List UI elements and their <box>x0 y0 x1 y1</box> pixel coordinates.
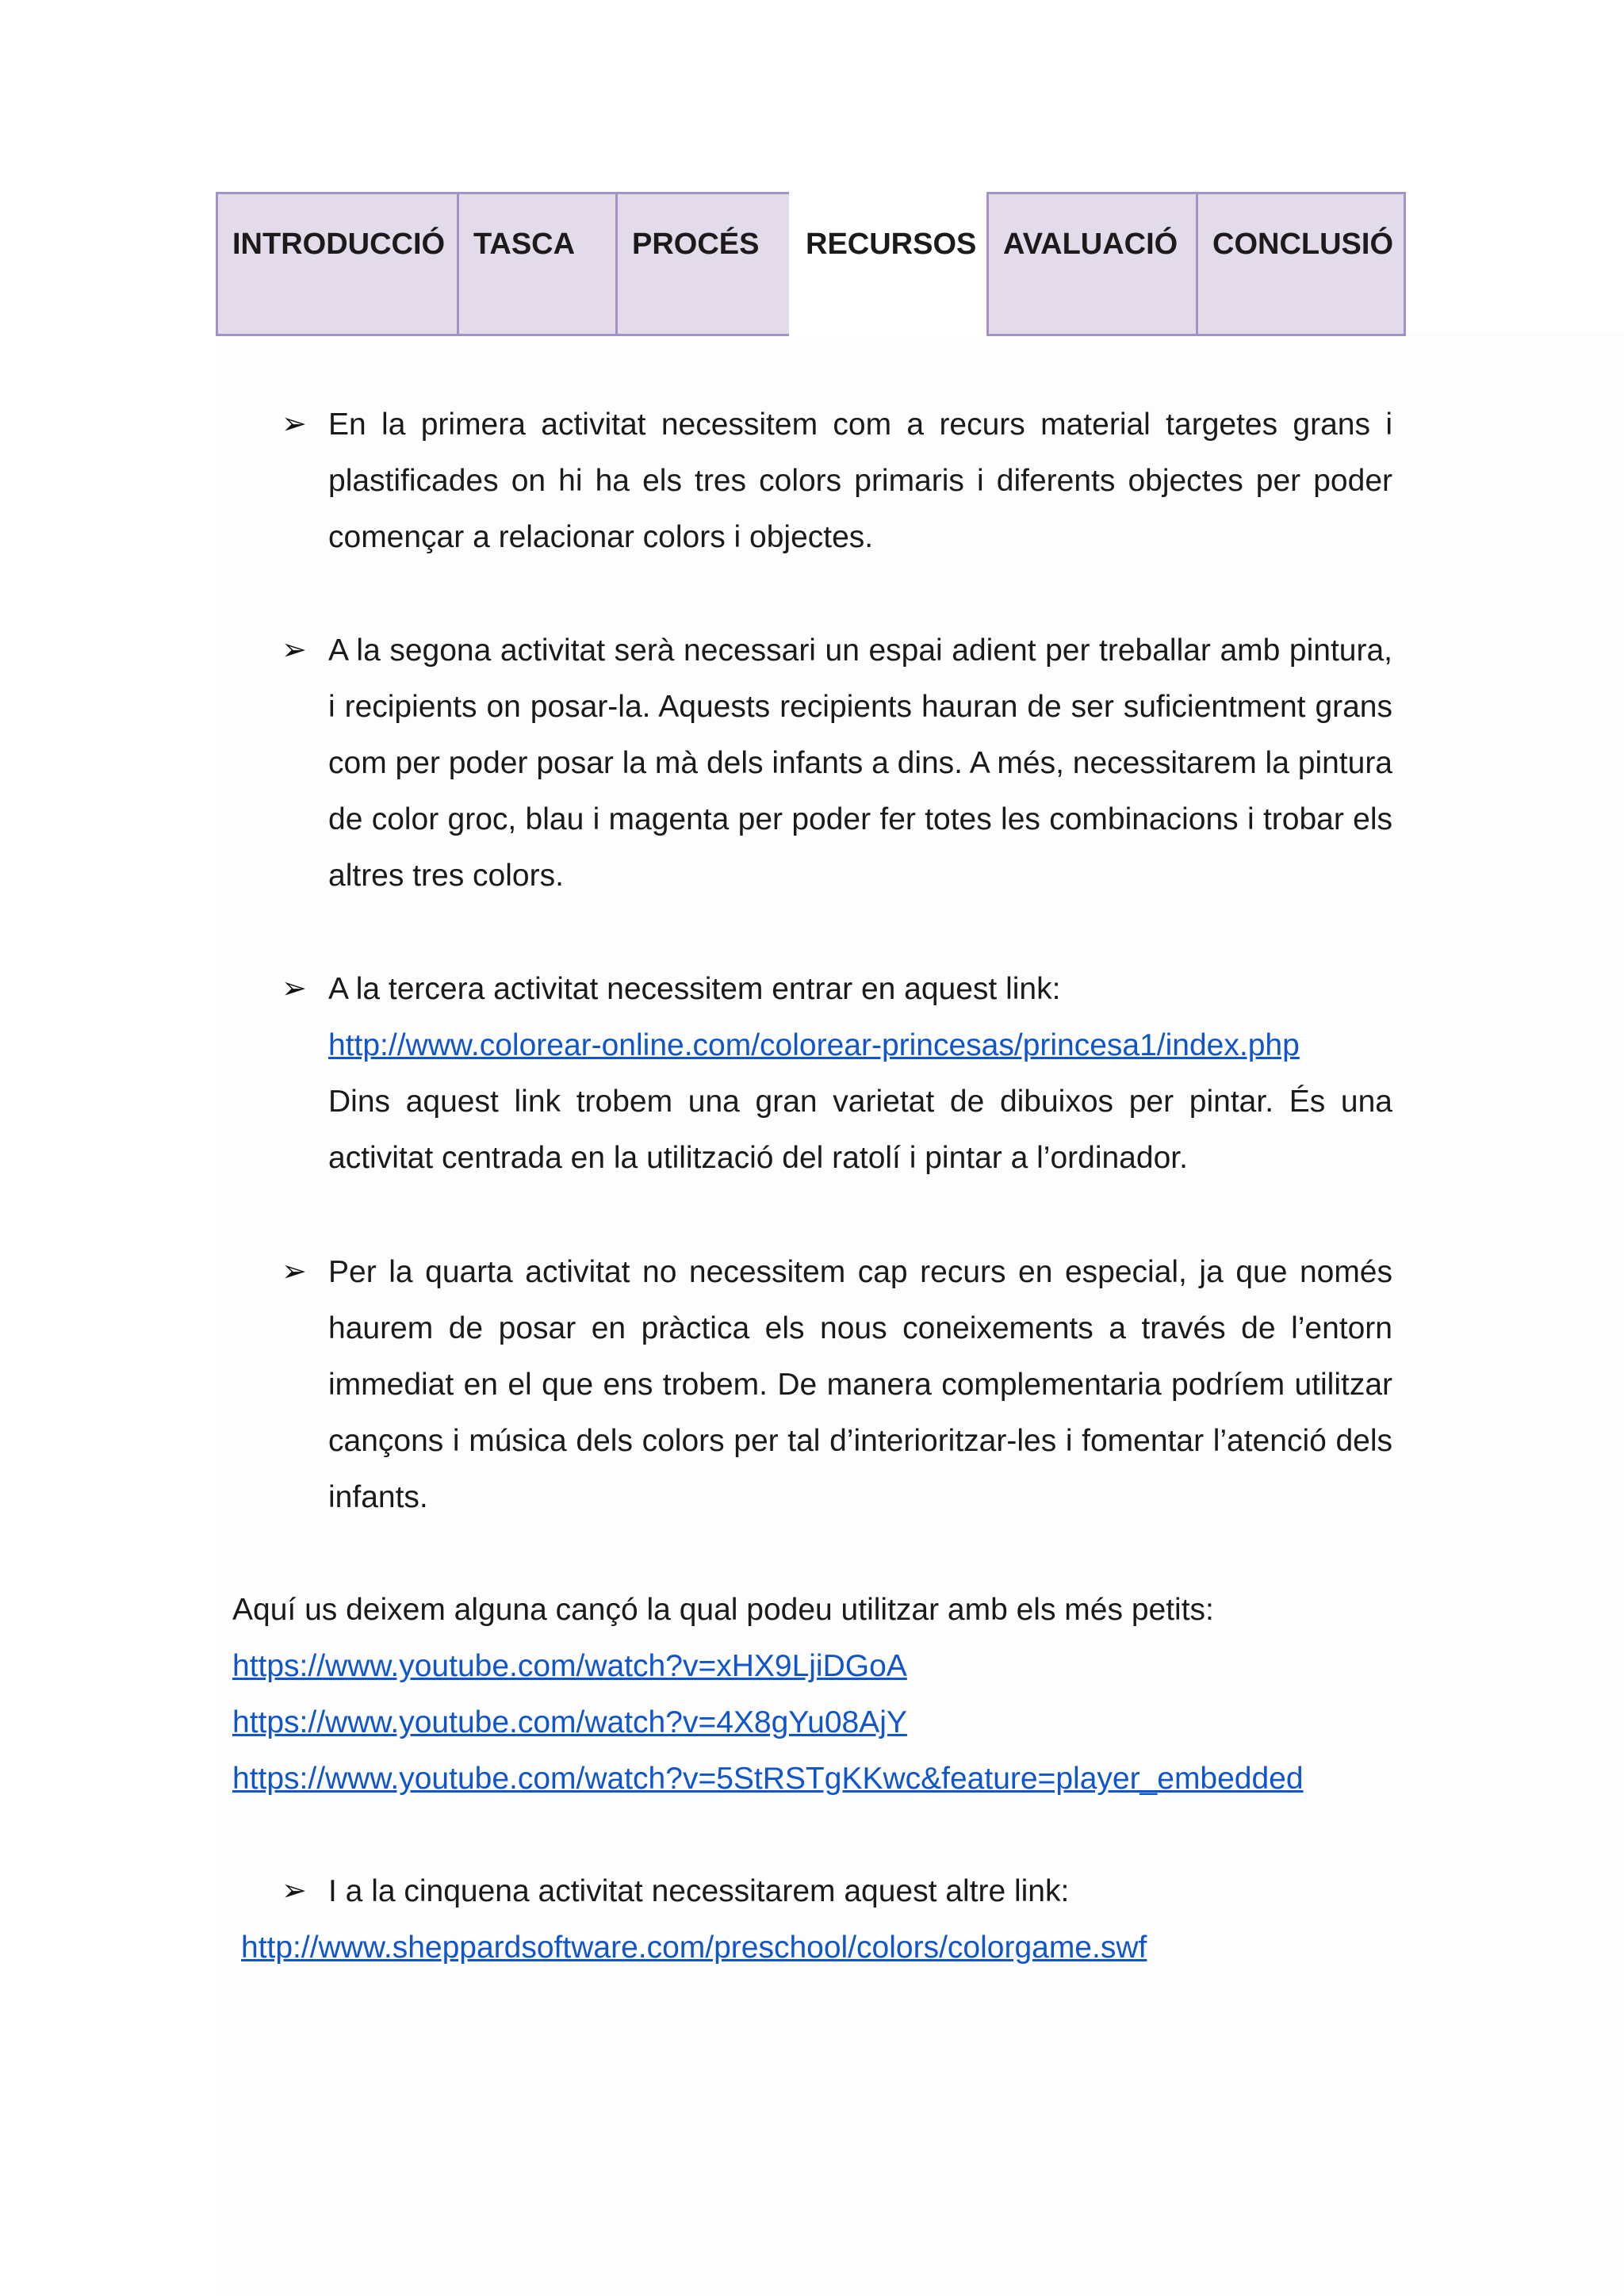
bullet-icon: ➢ <box>282 633 307 667</box>
bullet-icon: ➢ <box>282 408 307 441</box>
colorear-link[interactable]: http://www.colorear-online.com/colorear-princesas/princesa1/index.php <box>328 1028 1300 1062</box>
tab-avaluacio[interactable]: AVALUACIÓ <box>986 192 1198 336</box>
list-item-5 <box>328 1863 1392 1919</box>
sheppard-link-row <box>241 1919 1415 1976</box>
songs-paragraph <box>232 1582 1406 1807</box>
item-text: A la tercera activitat necessitem entrar en aquest link: <box>328 972 1061 1006</box>
songs-intro: Aquí us deixem alguna cançó la qual podeu utilitzar amb els més petits: <box>232 1593 1214 1627</box>
tab-conclusio[interactable]: CONCLUSIÓ <box>1196 192 1406 336</box>
list-item-1 <box>328 396 1392 565</box>
list-item-2 <box>328 622 1392 904</box>
list-item-3 <box>328 961 1392 1186</box>
bullet-icon: ➢ <box>282 1874 307 1908</box>
item-text: I a la cinquena activitat necessitarem aquest altre link: <box>328 1874 1070 1908</box>
youtube-link-1[interactable]: https://www.youtube.com/watch?v=xHX9LjiDGoA <box>232 1649 907 1683</box>
tab-proces[interactable]: PROCÉS <box>615 192 791 336</box>
item-text: En la primera activitat necessitem com a recurs material targetes grans i plastificades on hi ha els tres colors primaris i diferents objectes per poder començar a relacionar colors i objectes. <box>328 408 1392 554</box>
tab-recursos[interactable]: RECURSOS <box>789 192 989 336</box>
item-text: A la segona activitat serà necessari un espai adient per treballar amb pintura, i recipients on posar-la. Aquests recipients hauran de ser suficientment grans com per poder posar la mà dels infants a dins. A més, necessitarem la pintura de color groc, blau i magenta per poder fer totes les combinacions i trobar els altres tres colors. <box>328 633 1392 893</box>
item-text: Per la quarta activitat no necessitem cap recurs en especial, ja que només haurem de posar en pràctica els nous coneixements a través de l’entorn immediat en el que ens trobem. De manera complementaria podríem utilitzar cançons i música dels colors per tal d’interioritzar-les i fomentar l’atenció dels infants. <box>328 1255 1392 1514</box>
youtube-link-2[interactable]: https://www.youtube.com/watch?v=4X8gYu08AjY <box>232 1705 907 1739</box>
tab-introduccio[interactable]: INTRODUCCIÓ <box>216 192 459 336</box>
tab-tasca[interactable]: TASCA <box>457 192 618 336</box>
bullet-icon: ➢ <box>282 1255 307 1288</box>
section-nav <box>216 192 1406 336</box>
item-text-after: Dins aquest link trobem una gran varietat de dibuixos per pintar. És una activitat centrada en la utilització del ratolí i pintar a l’ordinador. <box>328 1085 1392 1175</box>
list-item-4 <box>328 1244 1392 1525</box>
youtube-link-3[interactable]: https://www.youtube.com/watch?v=5StRSTgKKwc&feature=player_embedded <box>232 1762 1304 1796</box>
bullet-icon: ➢ <box>282 972 307 1005</box>
sheppard-link[interactable]: http://www.sheppardsoftware.com/preschool/colors/colorgame.swf <box>241 1931 1147 1965</box>
